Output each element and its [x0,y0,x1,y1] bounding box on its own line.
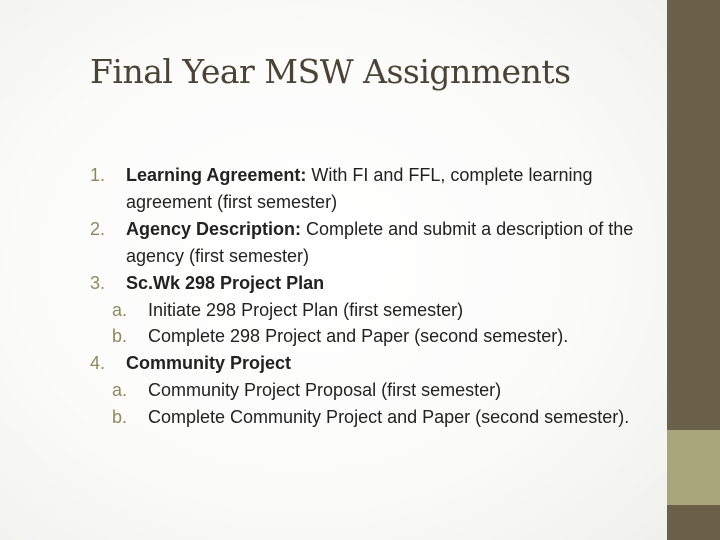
list-item [90,350,650,377]
sub-item-letter: a. [112,380,128,401]
item-text: Complete and submit a description of the agency (first semester) [126,218,634,266]
list-item [90,270,650,297]
sub-item [90,323,650,350]
item-number: 3. [90,272,106,293]
sub-item [90,404,650,431]
item-heading: Learning Agreement: [126,165,307,185]
sub-item [90,297,650,324]
side-bar-accent [667,430,720,505]
sub-item-letter: b. [112,407,128,428]
item-number: 2. [90,218,106,239]
sub-item-text: Complete 298 Project and Paper (second semester). [148,326,569,347]
list-item [90,162,650,216]
sub-item-text: Complete Community Project and Paper (second semester). [148,407,630,428]
sub-item-text: Community Project Proposal (first semester) [148,380,502,401]
item-heading: Community Project [126,353,292,374]
sub-item-text: Initiate 298 Project Plan (first semester) [148,299,464,320]
sub-item-letter: b. [112,326,128,347]
item-number: 4. [90,353,106,374]
item-number: 1. [90,165,106,185]
item-heading: Sc.Wk 298 Project Plan [126,272,325,293]
sub-item-letter: a. [112,299,128,320]
assignment-list [90,162,650,431]
slide-title: Final Year MSW Assignments [90,52,571,91]
sub-item [90,377,650,404]
list-item [90,216,650,270]
item-text: With FI and FFL, complete learning agreement (first semester) [126,165,593,212]
item-heading: Agency Description: [126,218,302,239]
